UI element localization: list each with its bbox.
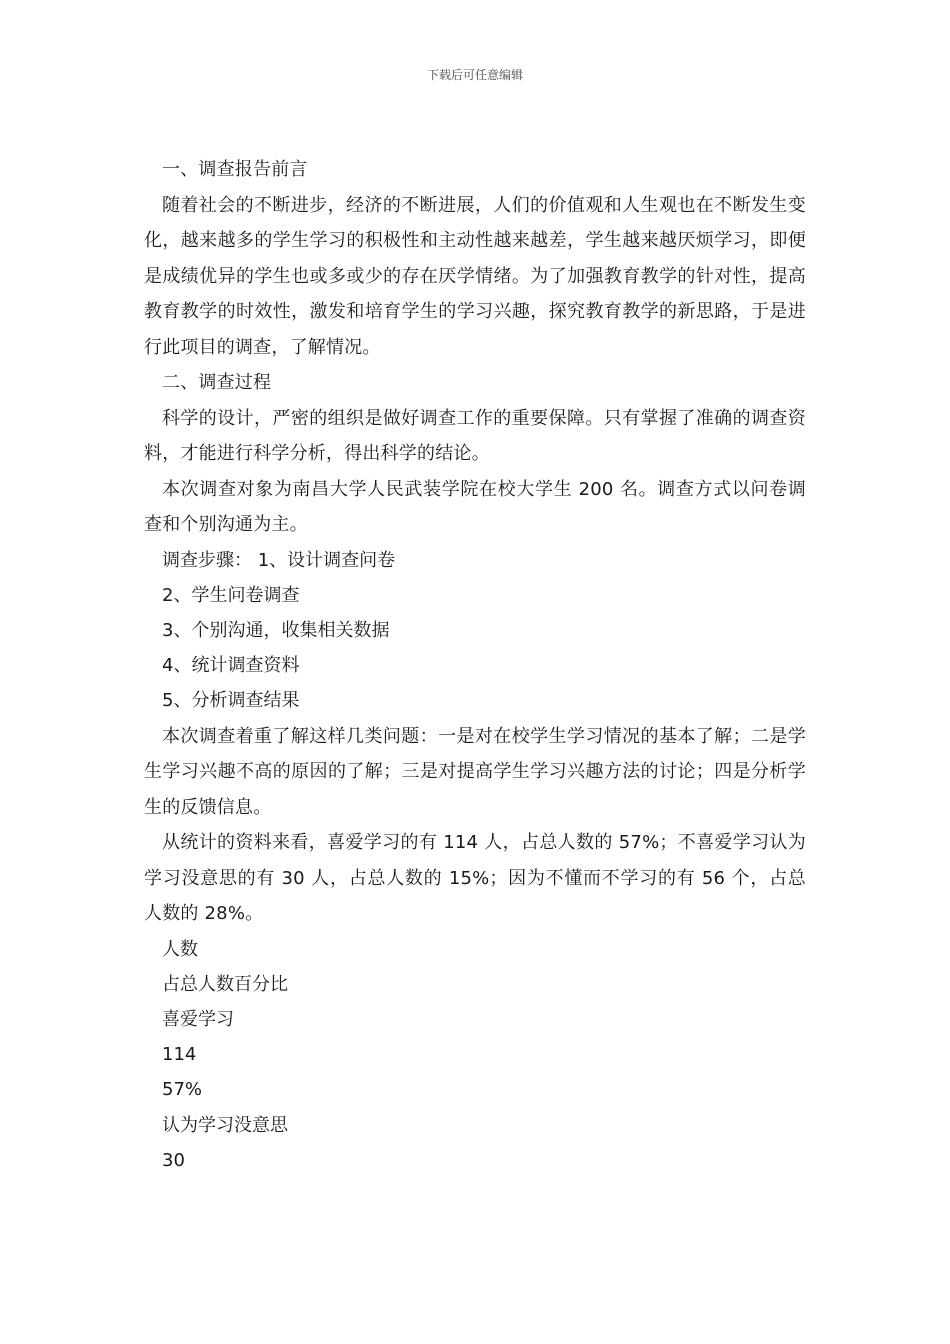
table-line: 喜爱学习: [162, 1008, 234, 1030]
section-title-preface: 一、调查报告前言: [162, 159, 308, 180]
preface-paragraph: 随着社会的不断进步，经济的不断进展，人们的价值观和人生观也在不断发生变化，越来越多的学生学习的积极性和主动性越来越差，学生越来越厌烦学习，即便是成绩优异的学生也或多或少的存在厌学情绪。为了加强教育教学的针对性，提高教育教学的时效性，激发和培育学生的学习兴趣，探究教育教学的新思路，于是进行此项目的调查，了解情况。: [144, 194, 806, 358]
document-body: [144, 152, 806, 1178]
step-item: 调查步骤： 1、设计调查问卷: [162, 549, 396, 571]
process-paragraph-focus: 本次调查着重了解这样几类问题：一是对在校学生学习情况的基本了解；二是学生学习兴趣不高的原因的了解；三是对提高学生学习兴趣方法的讨论；四是分析学生的反馈信息。: [144, 725, 806, 818]
table-line: 人数: [162, 938, 198, 960]
header-note: 下载后可任意编辑: [426, 68, 523, 82]
process-paragraph-design: 科学的设计，严密的组织是做好调查工作的重要保障。只有掌握了准确的调查资料，才能进行科学分析，得出科学的结论。: [144, 407, 806, 464]
step-item: 5、分析调查结果: [162, 690, 300, 712]
table-line: 认为学习没意思: [162, 1114, 288, 1136]
table-line: 占总人数百分比: [162, 973, 288, 995]
step-item: 3、个别沟通，收集相关数据: [162, 619, 390, 641]
section-title-process: 二、调查过程: [162, 372, 272, 393]
table-line: 114: [162, 1044, 197, 1066]
step-item: 2、学生问卷调查: [162, 584, 300, 606]
table-line: 30: [162, 1149, 185, 1171]
table-line: 57%: [162, 1079, 203, 1101]
process-paragraph-stats: 从统计的资料来看，喜爱学习的有 114 人，占总人数的 57%；不喜爱学习认为学习没意思的有 30 人，占总人数的 15%；因为不懂而不学习的有 56 个，占总人数的 28%。: [144, 832, 806, 925]
process-paragraph-subjects: 本次调查对象为南昌大学人民武装学院在校大学生 200 名。调查方式以问卷调查和个别沟通为主。: [144, 478, 806, 535]
step-item: 4、统计调查资料: [162, 655, 300, 677]
